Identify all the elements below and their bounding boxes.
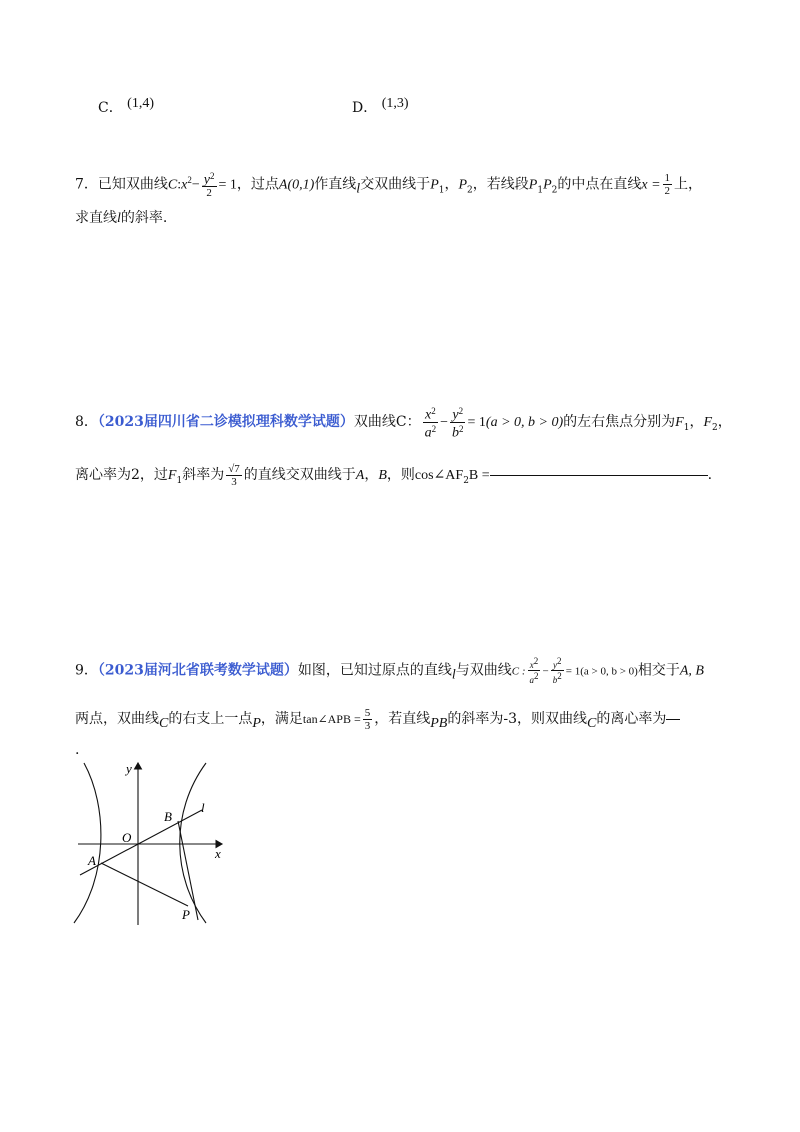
- label-o: O: [122, 830, 132, 845]
- q7-text-1: 已知双曲线: [97, 176, 168, 193]
- q8-y-exp: 2: [458, 406, 464, 416]
- q7-l-2: l: [117, 211, 121, 226]
- q9-text-8: 的斜率为-3，则双曲线: [447, 711, 587, 727]
- option-c: [98, 98, 154, 119]
- label-x: x: [215, 846, 221, 861]
- q7-point-a: A(0,1): [278, 177, 315, 193]
- q9-x-frac: [528, 656, 541, 685]
- q8-text-6: ，则: [386, 467, 415, 483]
- q8-cos-sub: 2: [463, 475, 469, 486]
- option-c-label: C．: [98, 100, 123, 116]
- q7-half-num: 1: [664, 172, 671, 185]
- q8-a-exp: 2: [431, 423, 437, 434]
- label-p: P: [182, 907, 190, 922]
- q8-number: 8．: [75, 414, 98, 431]
- q9-x: x: [529, 660, 534, 670]
- q7-number: 7．: [75, 176, 98, 193]
- q9-c: C: [159, 715, 169, 731]
- q7-y-exp: 2: [210, 170, 215, 181]
- q8-f2-sub: 2: [712, 422, 718, 433]
- q9-three: 3: [364, 719, 371, 732]
- q9-text-1: 如图，已知过原点的直线: [297, 662, 452, 679]
- hyperbola-figure: [70, 757, 230, 927]
- q8-b-exp: 2: [459, 423, 464, 434]
- q7-comma: ，: [444, 176, 459, 193]
- q7-y-denom: 2: [206, 187, 212, 200]
- q7-text-9: 的斜率.: [120, 210, 168, 226]
- q8-cond: (a > 0, b > 0): [485, 415, 564, 431]
- q8-text-2: 的左右焦点分别为: [563, 414, 676, 431]
- q9-y: y: [553, 660, 557, 670]
- q8-source: （2023届四川省二诊模拟理科数学试题）: [97, 414, 354, 431]
- q9-y-frac: [551, 656, 564, 685]
- q9-line1: 9．（2023届河北省联考数学试题）如图，已知过原点的直线$_l$与双曲线C : $\frac{x^2}{a^2}$ − $\frac{y^2}{b^2}$ = 1(a > 0, b > 0)相交于A, B: [75, 656, 704, 685]
- q8-comma: ，: [689, 414, 704, 431]
- q9-b: b: [552, 675, 558, 685]
- q7-x-eq: x =: [641, 177, 661, 193]
- q8-y: y: [452, 407, 459, 423]
- q7-seg-p2: P: [543, 177, 552, 193]
- option-d-value: (1,3): [381, 96, 409, 111]
- q9-text-9: 的离心率为: [596, 711, 667, 727]
- q9-x-exp: 2: [533, 656, 539, 666]
- q8-sqrt7: √7: [228, 462, 240, 475]
- q9-tan: tan∠APB =: [302, 712, 361, 726]
- q9-p: P: [252, 715, 261, 731]
- q7-half: [663, 172, 673, 197]
- hyperbola-left-branch: [74, 763, 101, 923]
- q7-p2-sub: 2: [467, 185, 473, 196]
- q7-text-8: 求直线: [75, 210, 117, 226]
- q9-text-7: ，若直线: [374, 711, 431, 727]
- option-d: [352, 98, 409, 119]
- option-d-label: D．: [352, 100, 378, 116]
- q8-period: .: [707, 467, 713, 483]
- q8-text-3: 离心率为2，过: [75, 467, 168, 483]
- q8-text-4: 斜率为: [182, 467, 225, 483]
- q9-text-6: ，满足: [260, 711, 303, 727]
- q7-text-6: 的中点在直线: [557, 176, 642, 193]
- q9-pb: PB: [430, 715, 448, 731]
- q8-three: 3: [231, 475, 237, 488]
- q8-b: b: [452, 425, 460, 441]
- q9-line2: [75, 702, 680, 736]
- q7-curve: C: [167, 177, 178, 193]
- q9-source: （2023届河北省联考数学试题）: [97, 662, 298, 679]
- q8-x-frac: [423, 405, 439, 439]
- q8-comma-2: ，: [717, 414, 732, 431]
- q9-a-exp: 2: [534, 671, 539, 681]
- q7-seg-p1: P: [528, 177, 538, 193]
- q9-five: 5: [364, 706, 371, 719]
- q8-f2: F: [703, 415, 712, 431]
- q7-p1: P: [430, 177, 439, 193]
- q8-cos: cos∠AF: [414, 468, 464, 483]
- q7-eq: = 1: [218, 177, 237, 193]
- q7-x-exp: 2: [187, 175, 192, 185]
- q7-line-l: l: [356, 181, 361, 197]
- q9-eq: = 1(a > 0, b > 0): [565, 665, 638, 678]
- q7-p2: P: [458, 177, 468, 193]
- q9-y-exp: 2: [557, 656, 562, 666]
- option-c-value: (1,4): [127, 96, 154, 111]
- q8-answer-blank[interactable]: [490, 475, 708, 476]
- q8-line2: 离心率为2，过$F_1$斜率为 $\frac{√7}{3}$ 的直线交双曲线于A，B，则$\cos\angle AF_2B$ = .: [75, 462, 713, 488]
- q7-y: y: [203, 172, 210, 188]
- q9-text-5: 的右支上一点: [168, 711, 253, 727]
- q7-text-7: 上，: [674, 176, 703, 193]
- q8-f1: F: [675, 415, 684, 431]
- segment-bp: [178, 821, 198, 920]
- label-l: l: [201, 800, 205, 815]
- q8-eq: = 1: [467, 415, 486, 431]
- q8-x: x: [425, 407, 432, 423]
- q9-b-exp: 2: [557, 671, 562, 681]
- q9-text-4: 两点，双曲线: [75, 711, 159, 727]
- q7-minus: −: [191, 177, 200, 193]
- label-a: A: [88, 853, 96, 868]
- label-y: y: [126, 761, 132, 776]
- q7-seg-sub2: 2: [551, 185, 558, 196]
- q7-x: x: [181, 177, 188, 193]
- q9-a: a: [529, 675, 535, 685]
- q8-y-frac: [450, 405, 466, 439]
- q8-text-1: 双曲线: [353, 414, 396, 431]
- q9-text-2: 与双曲线: [455, 662, 512, 679]
- q9-ab: A, B: [679, 663, 704, 679]
- q8-f1-b-sub: 1: [176, 475, 183, 486]
- q8-f1-b: F: [167, 468, 177, 483]
- q7-text-3: 作直线: [314, 176, 357, 193]
- segment-ap: [101, 863, 188, 906]
- hyperbola-right-branch: [180, 763, 206, 923]
- q9-c-2: C: [586, 715, 597, 731]
- q9-number: 9．: [75, 662, 98, 679]
- q7-y-frac: [202, 170, 217, 200]
- q7-line1: [75, 165, 703, 200]
- q7-p1-sub: 1: [438, 185, 445, 196]
- q7-text-5: ，若线段: [472, 176, 529, 193]
- q8-f1-sub: 1: [683, 422, 690, 433]
- q9-tan-frac: [363, 707, 373, 732]
- q9-curve: C :: [511, 665, 526, 678]
- q8-a-pt: A: [355, 468, 365, 483]
- q7-text-4: 交双曲线于: [360, 176, 431, 193]
- q7-colon: :: [177, 177, 182, 193]
- q8-cos-b: B =: [468, 468, 490, 483]
- q8-curve: C：: [395, 414, 421, 431]
- label-b: B: [164, 809, 172, 824]
- q8-text-5: 的直线交双曲线于: [243, 467, 356, 483]
- q8-x-exp: 2: [431, 406, 436, 416]
- line-l: [80, 810, 202, 875]
- q9-text-3: 相交于: [637, 662, 680, 679]
- q7-line2: [75, 208, 167, 229]
- q9-l: l: [451, 667, 456, 683]
- q8-slope-frac: [226, 463, 242, 488]
- q7-half-den: 2: [664, 185, 671, 198]
- q8-a: a: [424, 425, 432, 441]
- q7-text-2: ，过点: [236, 176, 279, 193]
- q9-period: .: [75, 742, 80, 758]
- q8-line1: 8．（2023届四川省二诊模拟理科数学试题）双曲线C： $\frac{x^2}{a^2}$ − $\frac{y^2}{b^2}$ = 1(a > 0, b > 0)的左右焦点分别为$F_1$，$F_2$，: [75, 406, 732, 441]
- q7-seg-sub1: 1: [537, 185, 544, 196]
- q8-b-pt: B: [378, 468, 387, 483]
- q9-answer-blank[interactable]: [666, 719, 680, 720]
